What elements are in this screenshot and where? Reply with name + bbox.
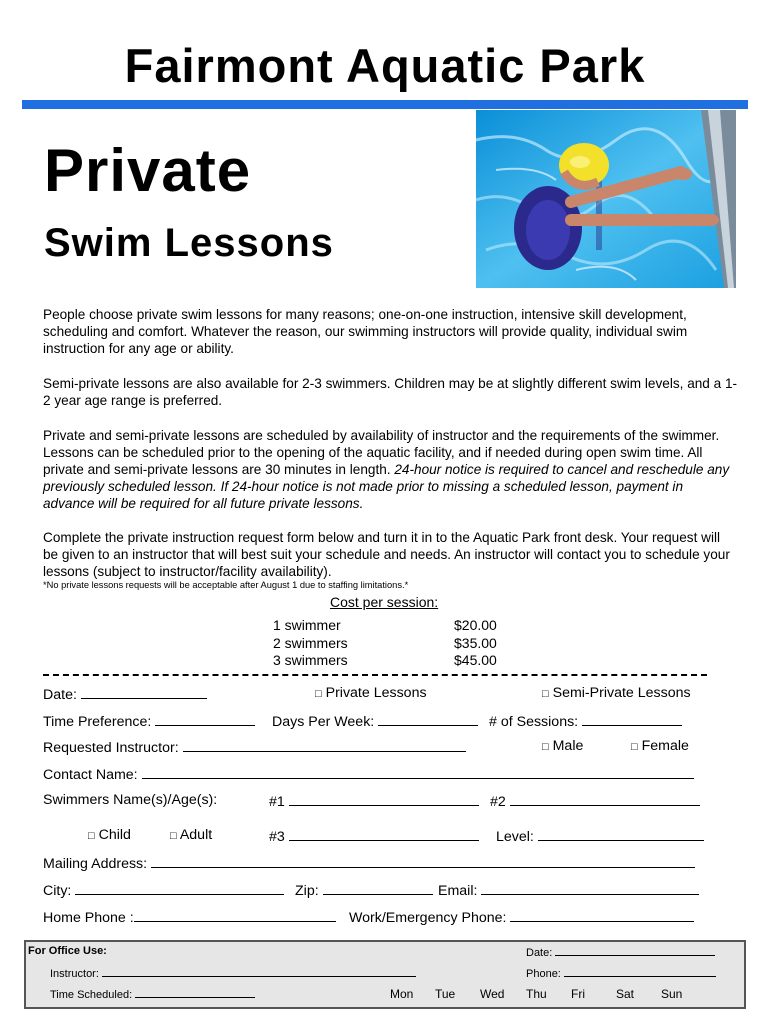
male-option[interactable] [542,738,583,754]
semi-private-lessons-label: Semi-Private Lessons [552,685,691,701]
office-time-scheduled-field[interactable] [50,987,255,1001]
office-phone-input-line[interactable] [564,966,716,977]
email-label: Email: [438,883,478,899]
swimmer-1-field[interactable] [269,792,479,810]
adult-option[interactable] [170,827,212,843]
private-lessons-label: Private Lessons [325,685,427,701]
office-time-scheduled-input-line[interactable] [135,987,255,998]
cost-row-label: 1 swimmer [273,617,341,633]
requested-instructor-field[interactable] [43,738,466,756]
instructions-paragraph: Complete the private instruction request form below and turn it in to the Aquatic Park front desk. Your request will be given to an instructor that will best suit your schedule and needs. An instructor will contact you to schedule your lessons (subject to instructor/facility availability). [43,530,730,579]
cost-row-label: 2 swimmers [273,635,348,651]
office-instructor-input-line[interactable] [102,966,416,977]
female-label: Female [641,738,689,754]
cost-row-price: $20.00 [454,617,497,633]
city-label: City: [43,883,72,899]
work-phone-input-line[interactable] [510,908,694,922]
cut-line-divider [43,674,707,676]
swimmer-1-label: #1 [269,794,285,810]
child-checkbox[interactable]: □ [88,830,95,842]
requested-instructor-label: Requested Instructor: [43,740,179,756]
time-preference-input-line[interactable] [155,712,255,726]
time-preference-field[interactable] [43,712,255,730]
adult-label: Adult [179,827,213,843]
contact-name-input-line[interactable] [142,765,694,779]
office-time-scheduled-label: Time Scheduled: [50,989,133,1001]
child-option[interactable] [88,827,131,843]
male-label: Male [552,738,584,754]
office-phone-field[interactable] [526,966,716,980]
swimmer-2-field[interactable] [490,792,700,810]
office-instructor-field[interactable] [50,966,416,980]
mailing-address-input-line[interactable] [151,854,695,868]
email-input-line[interactable] [481,881,699,895]
date-field[interactable] [43,685,207,703]
swimmer-2-label: #2 [490,794,506,810]
date-label: Date: [43,687,77,703]
deadline-note: *No private lessons requests will be acceptable after August 1 due to staffing limitations.* [43,580,409,590]
swimmer-2-input-line[interactable] [510,792,700,806]
requested-instructor-input-line[interactable] [183,738,466,752]
days-per-week-field[interactable] [272,712,478,730]
office-date-field[interactable] [526,945,715,959]
office-day-option[interactable]: Mon [390,987,414,1001]
contact-name-field[interactable] [43,765,694,783]
semi-private-paragraph: Semi-private lessons are also available for 2-3 swimmers. Children may be at slightly different swim levels, and a 1-2 year age range is preferred. [43,376,738,408]
sessions-field[interactable] [489,712,682,730]
zip-field[interactable] [295,881,433,899]
office-phone-label: Phone: [526,968,561,980]
swimmer-3-field[interactable] [269,827,479,845]
intro-paragraph: People choose private swim lessons for many reasons; one-on-one instruction, intensive skill development, scheduling and comfort. Whatever the reason, our swimming instructors will provide quality, individual swim instruction for any age or ability. [43,307,688,356]
swimmer-1-input-line[interactable] [289,792,479,806]
office-day-option[interactable]: Tue [435,987,456,1001]
female-option[interactable] [631,738,689,754]
child-label: Child [98,827,131,843]
level-input-line[interactable] [538,827,704,841]
home-phone-label: Home Phone : [43,910,134,926]
office-day-option[interactable]: Wed [480,987,505,1001]
office-instructor-label: Instructor: [50,968,99,980]
private-lessons-option[interactable] [315,685,427,701]
mailing-address-field[interactable] [43,854,695,872]
office-day-option[interactable]: Fri [571,987,585,1001]
semi-private-lessons-checkbox[interactable]: □ [542,688,549,700]
scheduling-text: Private and semi-private lessons are scheduled by availability of instructor and the requirements of the swimmer. Lessons can be scheduled prior to the opening of the aquatic facility, and if needed during open swim time. All private and semi-private lessons are 30 minutes in length. [43,428,720,477]
heading-swim-lessons: Swim Lessons [44,221,334,265]
scheduling-paragraph [43,427,738,512]
city-input-line[interactable] [75,881,284,895]
office-day-option[interactable]: Sat [616,987,635,1001]
zip-label: Zip: [295,883,319,899]
level-label: Level: [496,829,534,845]
swimmer-photo-icon [476,110,736,288]
email-field[interactable] [438,881,699,899]
home-phone-field[interactable] [43,908,336,926]
female-checkbox[interactable]: □ [631,741,638,753]
page-title: Fairmont Aquatic Park [124,39,646,92]
mailing-address-label: Mailing Address: [43,856,148,872]
swimmer-3-label: #3 [269,829,285,845]
male-checkbox[interactable]: □ [542,741,549,753]
sessions-label: # of Sessions: [489,714,579,730]
office-day-option[interactable]: Thu [526,987,547,1001]
office-day-option[interactable]: Sun [661,987,683,1001]
swimmers-label: Swimmers Name(s)/Age(s): [43,792,218,808]
title-rule [22,100,748,109]
heading-private: Private [44,137,252,204]
adult-checkbox[interactable]: □ [170,830,177,842]
cost-row-price: $45.00 [454,652,497,668]
office-use-title: For Office Use: [28,945,107,957]
contact-name-label: Contact Name: [43,767,138,783]
cost-row-price: $35.00 [454,635,497,651]
cancellation-policy-text: 24-hour notice is required to cancel and reschedule any previously scheduled lesson. If 24-hour notice is not made prior to missing a scheduled lesson, payment in advance will be required for all future private lessons. [43,462,730,511]
date-input-line[interactable] [81,685,207,699]
days-per-week-input-line[interactable] [378,712,478,726]
zip-input-line[interactable] [323,881,433,895]
cost-row-label: 3 swimmers [273,652,348,668]
home-phone-input-line[interactable] [134,908,336,922]
city-field[interactable] [43,881,284,899]
work-phone-label: Work/Emergency Phone: [349,910,507,926]
sessions-input-line[interactable] [582,712,682,726]
days-per-week-label: Days Per Week: [272,714,375,730]
office-date-label: Date: [526,947,553,959]
office-date-input-line[interactable] [555,945,715,956]
private-lessons-checkbox[interactable]: □ [315,688,322,700]
work-phone-field[interactable] [349,908,694,926]
cost-table-title: Cost per session: [330,594,439,610]
swimmer-3-input-line[interactable] [289,827,479,841]
time-preference-label: Time Preference: [43,714,152,730]
level-field[interactable] [496,827,704,845]
semi-private-lessons-option[interactable] [542,685,691,701]
